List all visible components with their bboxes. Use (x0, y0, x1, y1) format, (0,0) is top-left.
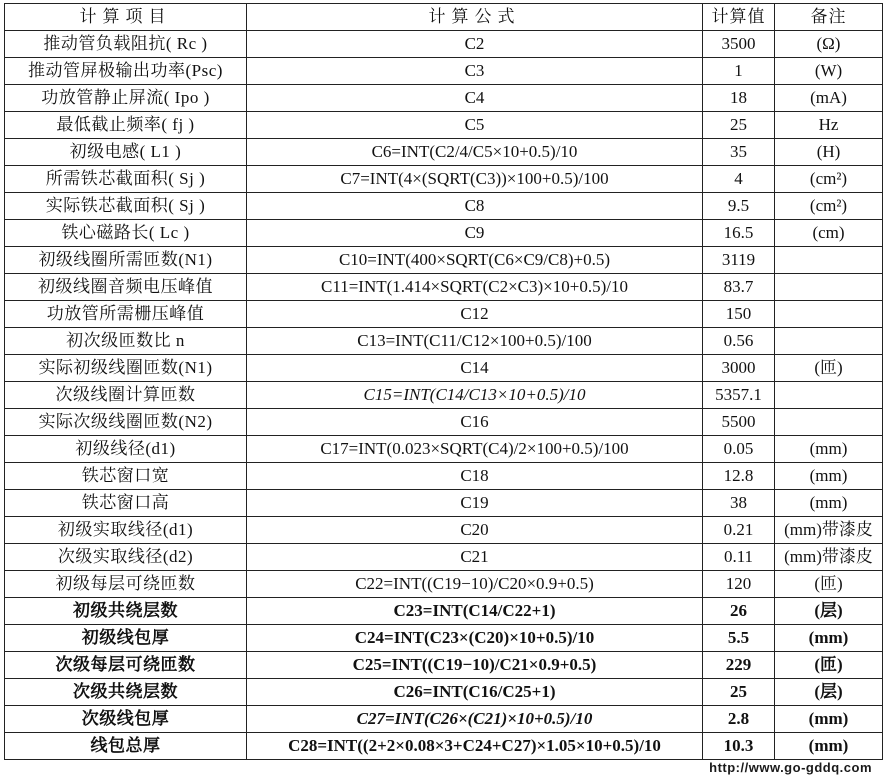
cell-item: 初级线圈所需匝数(N1) (5, 247, 247, 274)
cell-item: 推动管屏极输出功率(Psc) (5, 58, 247, 85)
table-header-row (5, 4, 883, 31)
cell-formula: C6=INT(C2/4/C5×10+0.5)/10 (247, 139, 703, 166)
table-row (5, 139, 883, 166)
cell-item: 初级线圈音频电压峰值 (5, 274, 247, 301)
cell-item: 功放管静止屏流( Ipo ) (5, 85, 247, 112)
table-row (5, 490, 883, 517)
cell-value: 3119 (703, 247, 775, 274)
calculation-table (4, 3, 883, 760)
cell-note: (匝) (775, 355, 883, 382)
cell-formula: C14 (247, 355, 703, 382)
table-row (5, 625, 883, 652)
cell-note: (mm) (775, 463, 883, 490)
cell-formula: C3 (247, 58, 703, 85)
cell-note: (mm)带漆皮 (775, 517, 883, 544)
cell-formula: C20 (247, 517, 703, 544)
cell-value: 120 (703, 571, 775, 598)
cell-formula: C15=INT(C14/C13×10+0.5)/10 (247, 382, 703, 409)
table-row (5, 571, 883, 598)
cell-item: 最低截止频率( fj ) (5, 112, 247, 139)
table-row (5, 355, 883, 382)
cell-item: 初级线包厚 (5, 625, 247, 652)
table-row (5, 31, 883, 58)
header-value: 计算值 (703, 4, 775, 31)
cell-value: 38 (703, 490, 775, 517)
table-row (5, 220, 883, 247)
cell-note: (W) (775, 58, 883, 85)
cell-note (775, 274, 883, 301)
cell-formula: C17=INT(0.023×SQRT(C4)/2×100+0.5)/100 (247, 436, 703, 463)
cell-value: 5.5 (703, 625, 775, 652)
table-row (5, 463, 883, 490)
cell-value: 0.56 (703, 328, 775, 355)
cell-value: 12.8 (703, 463, 775, 490)
cell-note: (mm) (775, 706, 883, 733)
table-row (5, 436, 883, 463)
cell-value: 35 (703, 139, 775, 166)
cell-formula: C21 (247, 544, 703, 571)
table-row (5, 706, 883, 733)
cell-note (775, 247, 883, 274)
cell-note: (Ω) (775, 31, 883, 58)
cell-item: 次级共绕层数 (5, 679, 247, 706)
cell-formula: C18 (247, 463, 703, 490)
cell-formula: C24=INT(C23×(C20)×10+0.5)/10 (247, 625, 703, 652)
cell-item: 所需铁芯截面积( Sj ) (5, 166, 247, 193)
cell-item: 实际初级线圈匝数(N1) (5, 355, 247, 382)
header-formula: 计算公式 (247, 4, 703, 31)
cell-value: 25 (703, 679, 775, 706)
cell-value: 2.8 (703, 706, 775, 733)
cell-note (775, 328, 883, 355)
cell-item: 功放管所需栅压峰值 (5, 301, 247, 328)
header-note: 备注 (775, 4, 883, 31)
table-row (5, 409, 883, 436)
cell-note: (cm²) (775, 166, 883, 193)
cell-note: (mm)带漆皮 (775, 544, 883, 571)
cell-item: 实际铁芯截面积( Sj ) (5, 193, 247, 220)
cell-item: 初次级匝数比 n (5, 328, 247, 355)
cell-note: (层) (775, 598, 883, 625)
cell-note: (匝) (775, 571, 883, 598)
cell-formula: C5 (247, 112, 703, 139)
table-row (5, 58, 883, 85)
table-body (5, 31, 883, 760)
cell-item: 次级实取线径(d2) (5, 544, 247, 571)
cell-formula: C26=INT(C16/C25+1) (247, 679, 703, 706)
table-row (5, 193, 883, 220)
cell-value: 1 (703, 58, 775, 85)
cell-note: (cm) (775, 220, 883, 247)
cell-item: 铁心磁路长( Lc ) (5, 220, 247, 247)
cell-value: 229 (703, 652, 775, 679)
cell-note: (H) (775, 139, 883, 166)
cell-value: 5357.1 (703, 382, 775, 409)
table-row (5, 382, 883, 409)
table-row (5, 598, 883, 625)
cell-item: 铁芯窗口宽 (5, 463, 247, 490)
cell-note: (mm) (775, 490, 883, 517)
cell-value: 150 (703, 301, 775, 328)
cell-formula: C23=INT(C14/C22+1) (247, 598, 703, 625)
cell-value: 83.7 (703, 274, 775, 301)
cell-item: 实际次级线圈匝数(N2) (5, 409, 247, 436)
cell-note: (mm) (775, 625, 883, 652)
cell-formula: C12 (247, 301, 703, 328)
table-row (5, 301, 883, 328)
cell-value: 25 (703, 112, 775, 139)
cell-value: 26 (703, 598, 775, 625)
cell-item: 推动管负载阻抗( Rc ) (5, 31, 247, 58)
cell-value: 4 (703, 166, 775, 193)
cell-note (775, 409, 883, 436)
cell-note: (层) (775, 679, 883, 706)
cell-note: (mA) (775, 85, 883, 112)
cell-note (775, 301, 883, 328)
site-watermark: http://www.go-gddq.com (709, 760, 872, 775)
cell-formula: C10=INT(400×SQRT(C6×C9/C8)+0.5) (247, 247, 703, 274)
cell-formula: C28=INT((2+2×0.08×3+C24+C27)×1.05×10+0.5)/10 (247, 733, 703, 760)
cell-item: 初级电感( L1 ) (5, 139, 247, 166)
cell-item: 初级共绕层数 (5, 598, 247, 625)
cell-formula: C25=INT((C19−10)/C21×0.9+0.5) (247, 652, 703, 679)
table-row (5, 544, 883, 571)
cell-value: 16.5 (703, 220, 775, 247)
cell-note: (mm) (775, 733, 883, 760)
cell-value: 18 (703, 85, 775, 112)
table-row (5, 274, 883, 301)
table-row (5, 733, 883, 760)
cell-item: 铁芯窗口高 (5, 490, 247, 517)
table-row (5, 85, 883, 112)
cell-value: 3000 (703, 355, 775, 382)
table-row (5, 247, 883, 274)
cell-note: (匝) (775, 652, 883, 679)
cell-item: 次级线圈计算匝数 (5, 382, 247, 409)
header-item: 计算项目 (5, 4, 247, 31)
table-row (5, 652, 883, 679)
cell-note: Hz (775, 112, 883, 139)
cell-note (775, 382, 883, 409)
cell-item: 次级每层可绕匝数 (5, 652, 247, 679)
cell-formula: C2 (247, 31, 703, 58)
table-row (5, 166, 883, 193)
cell-value: 5500 (703, 409, 775, 436)
cell-formula: C9 (247, 220, 703, 247)
cell-note: (mm) (775, 436, 883, 463)
cell-value: 9.5 (703, 193, 775, 220)
cell-formula: C22=INT((C19−10)/C20×0.9+0.5) (247, 571, 703, 598)
cell-formula: C4 (247, 85, 703, 112)
cell-value: 3500 (703, 31, 775, 58)
cell-value: 10.3 (703, 733, 775, 760)
table-row (5, 679, 883, 706)
cell-note: (cm²) (775, 193, 883, 220)
cell-item: 初级每层可绕匝数 (5, 571, 247, 598)
cell-formula: C8 (247, 193, 703, 220)
cell-formula: C7=INT(4×(SQRT(C3))×100+0.5)/100 (247, 166, 703, 193)
cell-item: 次级线包厚 (5, 706, 247, 733)
table-row (5, 517, 883, 544)
cell-value: 0.21 (703, 517, 775, 544)
cell-item: 初级线径(d1) (5, 436, 247, 463)
cell-formula: C11=INT(1.414×SQRT(C2×C3)×10+0.5)/10 (247, 274, 703, 301)
cell-value: 0.11 (703, 544, 775, 571)
cell-value: 0.05 (703, 436, 775, 463)
table-row (5, 112, 883, 139)
cell-formula: C13=INT(C11/C12×100+0.5)/100 (247, 328, 703, 355)
table-row (5, 328, 883, 355)
cell-formula: C19 (247, 490, 703, 517)
cell-formula: C16 (247, 409, 703, 436)
cell-item: 初级实取线径(d1) (5, 517, 247, 544)
cell-item: 线包总厚 (5, 733, 247, 760)
cell-formula: C27=INT(C26×(C21)×10+0.5)/10 (247, 706, 703, 733)
